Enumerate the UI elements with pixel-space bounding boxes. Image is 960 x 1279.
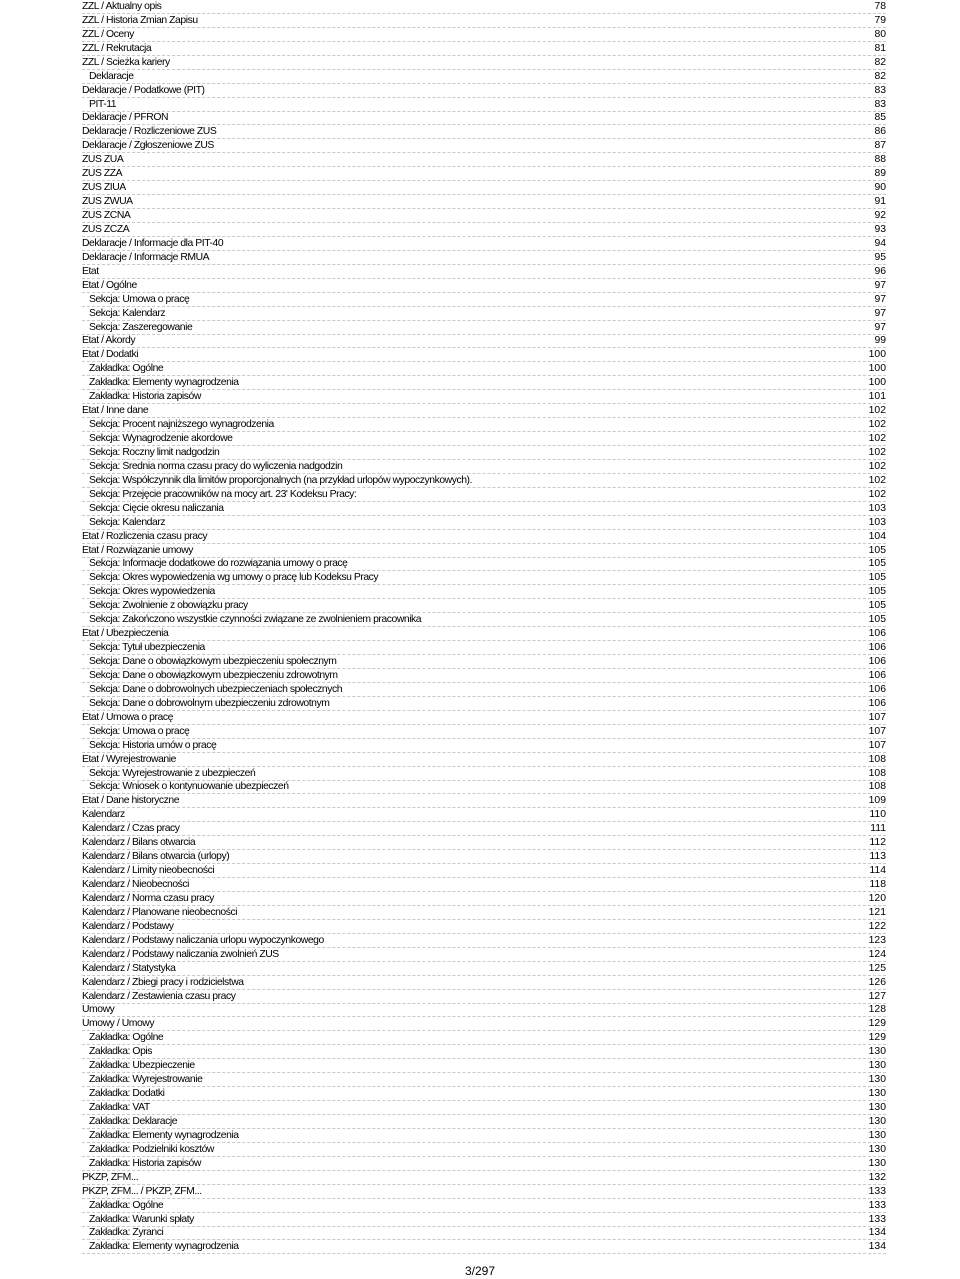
- toc-entry-title: Sekcja: Okres wypowiedzenia wg umowy o pracę lub Kodeksu Pracy: [89, 572, 379, 584]
- toc-entry[interactable]: [82, 599, 886, 613]
- toc-entry-page-number: 126: [868, 976, 886, 988]
- toc-entry-title: ZUS ZWUA: [82, 196, 133, 208]
- toc-entry[interactable]: [82, 1017, 886, 1031]
- toc-entry[interactable]: [82, 1185, 886, 1199]
- toc-entry-title: ZZL / Rekrutacja: [82, 42, 152, 54]
- toc-entry-page-number: 105: [868, 586, 886, 598]
- toc-entry-page-number: 105: [868, 558, 886, 570]
- toc-entry-page-number: 102: [868, 460, 886, 472]
- toc-entry-page-number: 127: [868, 990, 886, 1002]
- toc-entry[interactable]: [82, 906, 886, 920]
- toc-entry[interactable]: [82, 1115, 886, 1129]
- toc-entry-title: Sekcja: Tytuł ubezpieczenia: [89, 642, 205, 654]
- toc-entry-title: Zakładka: Deklaracje: [89, 1115, 178, 1127]
- toc-entry[interactable]: [82, 14, 886, 28]
- toc-entry-title: Zakładka: Żyranci: [89, 1227, 164, 1239]
- toc-entry[interactable]: [82, 1073, 886, 1087]
- toc-entry-page-number: 110: [869, 809, 886, 821]
- toc-entry-title: Deklaracje / Informacje RMUA: [82, 251, 210, 263]
- toc-entry-title: Sekcja: Umowa o pracę: [89, 293, 190, 305]
- toc-entry-page-number: 133: [868, 1213, 886, 1225]
- toc-entry-title: Sekcja: Informacje dodatkowe do rozwiązania umowy o pracę: [89, 558, 348, 570]
- toc-entry[interactable]: [82, 530, 886, 544]
- toc-entry-page-number: 82: [874, 56, 886, 68]
- toc-entry[interactable]: [82, 725, 886, 739]
- toc-entry-page-number: 85: [874, 112, 886, 124]
- toc-entry-title: Zakładka: Elementy wynagrodzenia: [89, 377, 239, 389]
- toc-entry[interactable]: [82, 42, 886, 56]
- toc-entry[interactable]: [82, 990, 886, 1004]
- toc-entry-title: Zakładka: Ubezpieczenie: [89, 1060, 195, 1072]
- toc-entry-page-number: 106: [868, 683, 886, 695]
- toc-entry-page-number: 96: [874, 265, 886, 277]
- toc-entry[interactable]: [82, 404, 886, 418]
- toc-entry[interactable]: [82, 976, 886, 990]
- toc-entry[interactable]: [82, 808, 886, 822]
- toc-entry-title: Sekcja: Dane o dobrowolnym ubezpieczeniu zdrowotnym: [89, 697, 330, 709]
- toc-entry-page-number: 107: [868, 739, 886, 751]
- toc-entry[interactable]: [82, 781, 886, 795]
- toc-entry[interactable]: [82, 28, 886, 42]
- toc-entry-title: ZZL / Oceny: [82, 28, 134, 40]
- toc-entry-page-number: 102: [868, 419, 886, 431]
- toc-entry-page-number: 134: [868, 1227, 886, 1239]
- toc-entry-page-number: 78: [874, 0, 886, 12]
- toc-entry[interactable]: [82, 474, 886, 488]
- toc-entry[interactable]: [82, 125, 886, 139]
- toc-entry-page-number: 120: [868, 892, 886, 904]
- toc-entry-title: Etat / Umowa o pracę: [82, 711, 173, 723]
- toc-entry-page-number: 105: [868, 544, 886, 556]
- toc-entry-page-number: 108: [868, 753, 886, 765]
- toc-entry[interactable]: [82, 1045, 886, 1059]
- toc-entry-title: Sekcja: Wynagrodzenie akordowe: [89, 433, 233, 444]
- toc-entry-page-number: 94: [874, 237, 886, 249]
- toc-entry-title: Kalendarz / Podstawy naliczania zwolnień ZUS: [82, 948, 279, 960]
- toc-entry-title: PKZP, ZFM...: [82, 1171, 139, 1183]
- toc-entry[interactable]: [82, 195, 886, 209]
- toc-entry-page-number: 99: [874, 335, 886, 347]
- toc-entry-title: ZZL / Historia Zmian Zapisu: [82, 14, 198, 26]
- toc-entry[interactable]: [82, 711, 886, 725]
- toc-entry[interactable]: [82, 516, 886, 530]
- toc-entry-title: Zakładka: Ogólne: [89, 363, 164, 375]
- toc-entry[interactable]: [82, 56, 886, 70]
- toc-entry[interactable]: [82, 613, 886, 627]
- toc-entry-page-number: 79: [874, 14, 886, 26]
- toc-entry-title: Kalendarz / Czas pracy: [82, 823, 180, 835]
- toc-entry-title: Zakładka: Historia zapisów: [89, 1157, 201, 1169]
- toc-entry[interactable]: [82, 0, 886, 14]
- toc-entry[interactable]: [82, 836, 886, 850]
- toc-entry[interactable]: [82, 502, 886, 516]
- toc-entry-page-number: 130: [868, 1060, 886, 1072]
- toc-entry-title: Kalendarz / Podstawy naliczania urlopu wypoczynkowego: [82, 934, 324, 946]
- toc-entry-page-number: 130: [868, 1157, 886, 1169]
- toc-entry-page-number: 112: [869, 837, 886, 849]
- toc-entry-page-number: 125: [868, 962, 886, 974]
- toc-entry[interactable]: [82, 627, 886, 641]
- toc-entry-page-number: 113: [869, 851, 886, 863]
- toc-entry-title: Zakładka: Opis: [89, 1046, 152, 1058]
- toc-entry[interactable]: [82, 669, 886, 683]
- toc-entry-title: Zakładka: Dodatki: [89, 1088, 165, 1100]
- toc-entry-title: Kalendarz / Bilans otwarcia (urlopy): [82, 851, 230, 863]
- toc-entry-page-number: 130: [868, 1115, 886, 1127]
- toc-entry[interactable]: [82, 460, 886, 474]
- toc-entry-page-number: 105: [868, 600, 886, 612]
- toc-entry-title: Etat / Ogólne: [82, 279, 137, 291]
- toc-entry[interactable]: [82, 892, 886, 906]
- toc-entry[interactable]: [82, 348, 886, 362]
- toc-entry-page-number: 102: [868, 405, 886, 417]
- toc-entry-title: Etat / Ubezpieczenia: [82, 628, 169, 640]
- toc-entry-title: Sekcja: Okres wypowiedzenia: [89, 586, 215, 598]
- toc-entry[interactable]: [82, 753, 886, 767]
- toc-entry-title: Sekcja: Średnia norma czasu pracy do wyliczenia nadgodzin: [89, 460, 343, 472]
- toc-entry-page-number: 103: [868, 516, 886, 528]
- toc-entry-page-number: 100: [868, 377, 886, 389]
- toc-entry[interactable]: [82, 1171, 886, 1185]
- toc-entry[interactable]: [82, 948, 886, 962]
- toc-entry[interactable]: [82, 279, 886, 293]
- toc-entry-page-number: 103: [868, 502, 886, 514]
- toc-entry-page-number: 92: [874, 210, 886, 221]
- toc-entry-title: Kalendarz / Planowane nieobecności: [82, 906, 238, 918]
- toc-entry-title: Kalendarz / Nieobecności: [82, 879, 190, 890]
- toc-entry-title: Kalendarz / Zestawienia czasu pracy: [82, 990, 236, 1002]
- toc-entry[interactable]: [82, 1227, 886, 1241]
- toc-entry-page-number: 102: [868, 474, 886, 486]
- toc-entry-page-number: 130: [868, 1102, 886, 1113]
- toc-entry-page-number: 130: [868, 1129, 886, 1141]
- toc-entry-title: Sekcja: Cięcie okresu naliczania: [89, 502, 224, 514]
- toc-entry[interactable]: [82, 794, 886, 808]
- toc-entry-page-number: 82: [874, 70, 886, 82]
- toc-entry-page-number: 83: [874, 98, 886, 110]
- toc-entry-title: Zakładka: VAT: [89, 1102, 150, 1113]
- toc-entry-page-number: 106: [868, 669, 886, 681]
- toc-entry-title: Sekcja: Dane o dobrowolnych ubezpieczeniach społecznych: [89, 683, 343, 695]
- toc-entry-title: Sekcja: Przejęcie pracowników na mocy art. 23' Kodeksu Pracy:: [89, 488, 357, 500]
- toc-entry-title: Sekcja: Wyrejestrowanie z ubezpieczeń: [89, 767, 256, 779]
- toc-entry-title: Deklaracje / PFRON: [82, 112, 169, 124]
- toc-entry[interactable]: [82, 1157, 886, 1171]
- page-number: 3/297: [464, 1264, 496, 1278]
- toc-entry-title: Deklaracje / Zgłoszeniowe ZUS: [82, 140, 214, 152]
- toc-entry-title: Etat / Inne dane: [82, 405, 149, 417]
- toc-entry-title: Sekcja: Dane o obowiązkowym ubezpieczeniu społecznym: [89, 656, 337, 667]
- toc-entry-page-number: 108: [868, 767, 886, 779]
- toc-entry-title: Etat: [82, 265, 99, 277]
- toc-entry-title: Kalendarz / Norma czasu pracy: [82, 892, 214, 904]
- toc-entry-page-number: 97: [874, 321, 886, 333]
- toc-entry[interactable]: [82, 265, 886, 279]
- toc-entry-page-number: 105: [868, 572, 886, 584]
- toc-entry-title: PKZP, ZFM... / PKZP, ZFM...: [82, 1185, 202, 1197]
- toc-entry-page-number: 129: [868, 1018, 886, 1030]
- toc-entry[interactable]: [82, 307, 886, 321]
- toc-entry-title: Deklaracje: [89, 70, 134, 82]
- toc-entry-title: ZUS ZZA: [82, 168, 123, 180]
- toc-entry-page-number: 130: [868, 1143, 886, 1155]
- toc-entry-page-number: 106: [868, 642, 886, 654]
- toc-entry-title: Zakładka: Ogólne: [89, 1032, 164, 1044]
- toc-entry-title: Sekcja: Procent najniższego wynagrodzenia: [89, 419, 274, 431]
- toc-entry-title: ZUS ZUA: [82, 154, 124, 166]
- toc-entry-title: Umowy / Umowy: [82, 1018, 155, 1030]
- toc-entry-page-number: 130: [868, 1074, 886, 1086]
- toc-entry-title: Zakładka: Elementy wynagrodzenia: [89, 1129, 239, 1141]
- toc-entry-title: Sekcja: Umowa o pracę: [89, 725, 190, 737]
- toc-entry[interactable]: [82, 209, 886, 223]
- toc-entry-page-number: 81: [874, 42, 886, 54]
- toc-entry-page-number: 91: [874, 196, 886, 208]
- toc-entry[interactable]: [82, 767, 886, 781]
- toc-entry[interactable]: [82, 70, 886, 84]
- toc-entry-title: Etat / Akordy: [82, 335, 136, 347]
- toc-entry-title: Kalendarz / Bilans otwarcia: [82, 837, 196, 849]
- toc-entry[interactable]: [82, 641, 886, 655]
- toc-entry[interactable]: [82, 251, 886, 265]
- toc-entry-title: Zakładka: Ogólne: [89, 1199, 164, 1211]
- toc-entry-page-number: 102: [868, 433, 886, 444]
- toc-entry[interactable]: [82, 920, 886, 934]
- toc-entry[interactable]: [82, 153, 886, 167]
- toc-entry-title: Deklaracje / Rozliczeniowe ZUS: [82, 126, 217, 138]
- toc-entry[interactable]: [82, 237, 886, 251]
- toc-entry-page-number: 111: [870, 823, 886, 835]
- toc-entry-title: Zakładka: Historia zapisów: [89, 391, 201, 403]
- toc-entry-page-number: 107: [868, 725, 886, 737]
- toc-entry[interactable]: [82, 655, 886, 669]
- toc-entry[interactable]: [82, 544, 886, 558]
- toc-entry[interactable]: [82, 84, 886, 98]
- toc-entry-title: Zakładka: Warunki spłaty: [89, 1213, 194, 1225]
- toc-entry[interactable]: [82, 98, 886, 112]
- toc-entry-page-number: 109: [868, 795, 886, 807]
- toc-entry-title: PIT-11: [89, 98, 117, 110]
- toc-entry[interactable]: [82, 488, 886, 502]
- toc-entry-title: Sekcja: Zwolnienie z obowiązku pracy: [89, 600, 248, 612]
- toc-entry-title: Sekcja: Roczny limit nadgodzin: [89, 446, 220, 458]
- toc-entry[interactable]: [82, 418, 886, 432]
- toc-entry-title: Sekcja: Kalendarz: [89, 307, 166, 319]
- toc-entry[interactable]: [82, 683, 886, 697]
- toc-entry-title: Kalendarz / Podstawy: [82, 920, 174, 932]
- toc-entry-page-number: 105: [868, 614, 886, 626]
- toc-entry-page-number: 97: [874, 279, 886, 291]
- toc-entry-title: ZZL / Ścieżka kariery: [82, 56, 170, 68]
- toc-entry-page-number: 90: [874, 182, 886, 194]
- toc-entry-page-number: 124: [868, 948, 886, 960]
- toc-entry[interactable]: [82, 878, 886, 892]
- toc-entry-page-number: 107: [868, 711, 886, 723]
- toc-entry-page-number: 123: [868, 934, 886, 946]
- toc-entry-title: Etat / Wyrejestrowanie: [82, 753, 176, 765]
- toc-entry-title: ZUS ZIUA: [82, 182, 126, 194]
- toc-entry-title: Sekcja: Kalendarz: [89, 516, 166, 528]
- toc-entry[interactable]: [82, 1059, 886, 1073]
- toc-entry-title: Etat / Dodatki: [82, 349, 139, 361]
- toc-entry-title: Sekcja: Wniosek o kontynuowanie ubezpieczeń: [89, 781, 289, 793]
- toc-entry[interactable]: [82, 962, 886, 976]
- toc-entry[interactable]: [82, 697, 886, 711]
- toc-entry-title: ZUS ZCNA: [82, 210, 131, 221]
- toc-entry-page-number: 97: [874, 307, 886, 319]
- toc-entry-title: Zakładka: Elementy wynagrodzenia: [89, 1241, 239, 1253]
- toc-entry-page-number: 102: [868, 488, 886, 500]
- toc-entry-page-number: 108: [868, 781, 886, 793]
- toc-entry-page-number: 118: [869, 879, 886, 890]
- toc-entry[interactable]: [82, 167, 886, 181]
- toc-entry[interactable]: [82, 934, 886, 948]
- toc-entry-page-number: 86: [874, 126, 886, 138]
- toc-entry[interactable]: [82, 139, 886, 153]
- toc-entry-page-number: 132: [868, 1171, 886, 1183]
- toc-entry-title: Zakładka: Wyrejestrowanie: [89, 1074, 203, 1086]
- toc-entry[interactable]: [82, 293, 886, 307]
- toc-entry-page-number: 83: [874, 84, 886, 96]
- toc-entry-page-number: 130: [868, 1088, 886, 1100]
- toc-entry-title: ZUS ZCZA: [82, 223, 130, 235]
- toc-entry[interactable]: [82, 321, 886, 335]
- toc-entry-page-number: 88: [874, 154, 886, 166]
- toc-entry-page-number: 87: [874, 140, 886, 152]
- toc-entry-page-number: 133: [868, 1185, 886, 1197]
- toc-entry[interactable]: [82, 1129, 886, 1143]
- toc-entry-title: ZZL / Aktualny opis: [82, 0, 162, 12]
- table-of-contents: [82, 0, 886, 1254]
- toc-entry-page-number: 128: [868, 1004, 886, 1016]
- toc-entry-page-number: 114: [869, 865, 886, 877]
- toc-entry-page-number: 134: [868, 1241, 886, 1253]
- toc-entry[interactable]: [82, 1240, 886, 1254]
- toc-entry[interactable]: [82, 181, 886, 195]
- toc-entry[interactable]: [82, 112, 886, 126]
- toc-entry-page-number: 121: [868, 906, 886, 918]
- toc-entry[interactable]: [82, 585, 886, 599]
- toc-entry[interactable]: [82, 1143, 886, 1157]
- toc-entry-page-number: 106: [868, 697, 886, 709]
- toc-entry-title: Sekcja: Zakończono wszystkie czynności związane ze zwolnieniem pracownika: [89, 614, 422, 626]
- toc-entry-page-number: 130: [868, 1046, 886, 1058]
- toc-entry-page-number: 93: [874, 223, 886, 235]
- toc-entry-page-number: 104: [868, 530, 886, 542]
- toc-entry[interactable]: [82, 850, 886, 864]
- toc-entry-title: Deklaracje / Informacje dla PIT-40: [82, 237, 224, 249]
- toc-entry-title: Sekcja: Dane o obowiązkowym ubezpieczeniu zdrowotnym: [89, 669, 338, 681]
- toc-entry[interactable]: [82, 432, 886, 446]
- toc-entry[interactable]: [82, 558, 886, 572]
- toc-entry-page-number: 106: [868, 656, 886, 667]
- toc-entry[interactable]: [82, 739, 886, 753]
- toc-entry-title: Kalendarz: [82, 809, 125, 821]
- toc-entry-page-number: 129: [868, 1032, 886, 1044]
- toc-entry-title: Sekcja: Współczynnik dla limitów proporcjonalnych (na przykład urlopów wypoczynkowych).: [89, 474, 472, 486]
- toc-entry-page-number: 95: [874, 251, 886, 263]
- toc-entry[interactable]: [82, 571, 886, 585]
- toc-entry-title: Etat / Rozwiązanie umowy: [82, 544, 194, 556]
- toc-entry[interactable]: [82, 362, 886, 376]
- toc-entry-page-number: 89: [874, 168, 886, 180]
- toc-entry-title: Kalendarz / Statystyka: [82, 962, 176, 974]
- toc-entry-page-number: 106: [868, 628, 886, 640]
- toc-entry-title: Deklaracje / Podatkowe (PIT): [82, 84, 205, 96]
- toc-entry-title: Etat / Rozliczenia czasu pracy: [82, 530, 208, 542]
- toc-entry-page-number: 100: [868, 349, 886, 361]
- toc-entry[interactable]: [82, 864, 886, 878]
- toc-entry-title: Sekcja: Zaszeregowanie: [89, 321, 193, 333]
- toc-entry[interactable]: [82, 335, 886, 349]
- toc-entry-page-number: 80: [874, 28, 886, 40]
- toc-entry[interactable]: [82, 390, 886, 404]
- toc-entry-page-number: 97: [874, 293, 886, 305]
- toc-entry[interactable]: [82, 1031, 886, 1045]
- toc-entry-page-number: 133: [868, 1199, 886, 1211]
- toc-entry-title: Kalendarz / Zbiegi pracy i rodzicielstwa: [82, 976, 244, 988]
- toc-entry-title: Etat / Dane historyczne: [82, 795, 180, 807]
- toc-entry-title: Kalendarz / Limity nieobecności: [82, 865, 215, 877]
- toc-entry-title: Zakładka: Podzielniki kosztów: [89, 1143, 214, 1155]
- toc-entry-page-number: 100: [868, 363, 886, 375]
- toc-entry[interactable]: [82, 1213, 886, 1227]
- toc-entry-page-number: 102: [868, 446, 886, 458]
- toc-entry[interactable]: [82, 1199, 886, 1213]
- toc-entry[interactable]: [82, 822, 886, 836]
- toc-entry[interactable]: [82, 1101, 886, 1115]
- toc-entry[interactable]: [82, 376, 886, 390]
- toc-entry[interactable]: [82, 223, 886, 237]
- toc-entry-page-number: 101: [868, 391, 886, 403]
- toc-entry[interactable]: [82, 446, 886, 460]
- toc-entry[interactable]: [82, 1004, 886, 1018]
- toc-entry[interactable]: [82, 1087, 886, 1101]
- toc-entry-title: Umowy: [82, 1004, 115, 1016]
- toc-entry-page-number: 122: [868, 920, 886, 932]
- toc-entry-title: Sekcja: Historia umów o pracę: [89, 739, 217, 751]
